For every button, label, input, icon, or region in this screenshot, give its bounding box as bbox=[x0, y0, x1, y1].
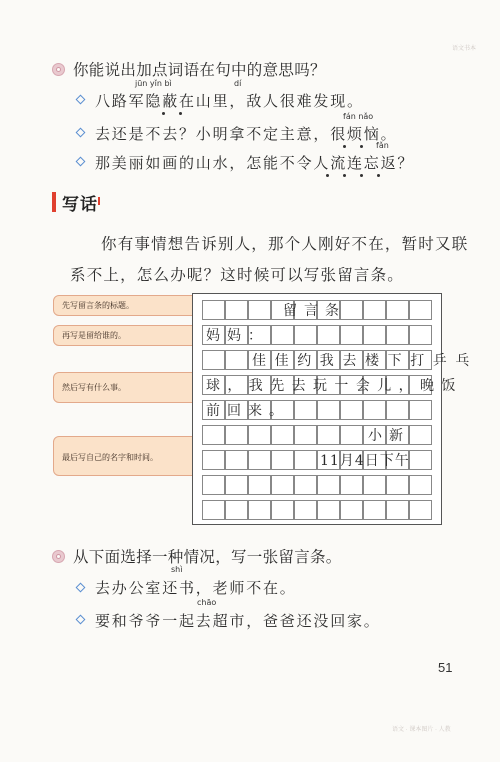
emphasis-dot bbox=[179, 112, 182, 115]
grid-cell bbox=[202, 300, 225, 320]
grid-cell bbox=[317, 475, 340, 495]
question2-item-2: 要和爷爷一起去超市，爸爸还没回家。 bbox=[95, 612, 381, 630]
memo-body-line-1: 佳佳约我去楼下打乒乓 bbox=[252, 353, 478, 369]
diamond-bullet-icon bbox=[76, 128, 86, 138]
grid-cell bbox=[202, 500, 225, 520]
emphasis-dot bbox=[162, 112, 165, 115]
grid-cell bbox=[248, 450, 271, 470]
section-title-rule bbox=[98, 197, 106, 205]
grid-cell bbox=[271, 475, 294, 495]
diamond-bullet-icon bbox=[76, 157, 86, 167]
intro-line-1: 你有事情想告诉别人，那个人刚好不在，暂时又联 bbox=[101, 235, 469, 253]
grid-cell bbox=[386, 300, 409, 320]
grid-cell bbox=[271, 325, 294, 345]
grid-cell bbox=[409, 400, 432, 420]
question1-item-1: 八路军隐蔽在山里，敌人很难发现。 bbox=[95, 92, 364, 110]
question1-item-2: 去还是不去？小明拿不定主意，很烦恼。 bbox=[95, 125, 398, 143]
question1-item-3: 那美丽如画的山水，怎能不令人流连忘返？ bbox=[95, 154, 415, 172]
grid-cell bbox=[271, 500, 294, 520]
emphasis-dot bbox=[326, 174, 329, 177]
grid-cell bbox=[225, 425, 248, 445]
grid-cell bbox=[248, 500, 271, 520]
grid-cell bbox=[271, 450, 294, 470]
note-signature: 最后写自己的名字和时间。 bbox=[53, 436, 199, 476]
emphasis-dot bbox=[360, 174, 363, 177]
grid-cell bbox=[409, 425, 432, 445]
grid-cell bbox=[409, 500, 432, 520]
emphasis-dot bbox=[343, 145, 346, 148]
memo-body-line-3: 前回来。 bbox=[206, 403, 290, 419]
grid-cell bbox=[317, 325, 340, 345]
grid-cell bbox=[386, 325, 409, 345]
note-title: 先写留言条的标题。 bbox=[53, 295, 199, 316]
pinyin: chāo bbox=[197, 598, 217, 607]
grid-cell bbox=[225, 475, 248, 495]
note-content: 然后写有什么事。 bbox=[53, 372, 199, 403]
emphasis-dot bbox=[360, 145, 363, 148]
grid-cell bbox=[340, 475, 363, 495]
grid-cell bbox=[225, 450, 248, 470]
grid-cell bbox=[248, 475, 271, 495]
grid-cell bbox=[294, 325, 317, 345]
grid-cell bbox=[294, 475, 317, 495]
memo-date: 11月4日下午 bbox=[320, 453, 410, 469]
note-recipient: 再写是留给谁的。 bbox=[53, 325, 199, 346]
grid-cell bbox=[363, 475, 386, 495]
memo-signature: 小新 bbox=[368, 428, 410, 444]
grid-cell bbox=[202, 350, 225, 370]
intro-line-2: 系不上，怎么办呢？这时候可以写张留言条。 bbox=[70, 266, 405, 284]
question-bullet-icon bbox=[52, 550, 65, 563]
emphasis-dot bbox=[377, 174, 380, 177]
grid-cell bbox=[225, 300, 248, 320]
watermark-top: 语文书本 bbox=[452, 46, 477, 52]
grid-cell bbox=[340, 425, 363, 445]
diamond-bullet-icon bbox=[76, 95, 86, 105]
grid-cell bbox=[340, 500, 363, 520]
grid-cell bbox=[317, 400, 340, 420]
pinyin: dí bbox=[234, 79, 242, 88]
diamond-bullet-icon bbox=[76, 615, 86, 625]
pinyin: fǎn bbox=[376, 141, 389, 150]
memo-title: 留言条 bbox=[283, 303, 346, 319]
section-marker bbox=[52, 192, 56, 212]
grid-cell bbox=[248, 300, 271, 320]
grid-cell bbox=[317, 500, 340, 520]
grid-cell bbox=[294, 500, 317, 520]
grid-row bbox=[202, 500, 432, 520]
grid-cell bbox=[340, 400, 363, 420]
grid-cell bbox=[225, 500, 248, 520]
grid-cell bbox=[386, 400, 409, 420]
grid-cell bbox=[202, 425, 225, 445]
grid-cell bbox=[409, 325, 432, 345]
grid-cell bbox=[363, 500, 386, 520]
grid-cell bbox=[271, 425, 294, 445]
grid-row bbox=[202, 475, 432, 495]
grid-cell bbox=[340, 325, 363, 345]
section-title: 写话 bbox=[62, 195, 98, 215]
grid-cell bbox=[363, 300, 386, 320]
grid-cell bbox=[225, 350, 248, 370]
watermark-bottom: 语文 · 课本图片 · 人教 bbox=[392, 727, 451, 733]
grid-cell bbox=[386, 475, 409, 495]
question1-prompt: 你能说出加点词语在句中的意思吗？ bbox=[73, 61, 326, 79]
grid-cell bbox=[363, 325, 386, 345]
grid-cell bbox=[202, 450, 225, 470]
memo-body-line-2: 球，我先去玩一会儿，晚饭 bbox=[206, 378, 463, 394]
grid-cell bbox=[409, 450, 432, 470]
grid-cell bbox=[409, 475, 432, 495]
grid-cell bbox=[294, 450, 317, 470]
question2-item-1: 去办公室还书，老师不在。 bbox=[95, 579, 297, 597]
grid-cell bbox=[202, 475, 225, 495]
grid-cell bbox=[294, 425, 317, 445]
page-number: 51 bbox=[438, 660, 453, 675]
emphasis-dot bbox=[343, 174, 346, 177]
question-bullet-icon bbox=[52, 63, 65, 76]
grid-cell bbox=[363, 400, 386, 420]
grid-cell bbox=[409, 300, 432, 320]
diamond-bullet-icon bbox=[76, 583, 86, 593]
pinyin: shì bbox=[171, 565, 183, 574]
question2-prompt: 从下面选择一种情况，写一张留言条。 bbox=[73, 548, 342, 566]
memo-recipient: 妈妈： bbox=[206, 328, 269, 344]
grid-cell bbox=[386, 500, 409, 520]
grid-cell bbox=[317, 425, 340, 445]
pinyin: jūn yǐn bì bbox=[135, 79, 172, 88]
grid-cell bbox=[294, 400, 317, 420]
pinyin: fán nǎo bbox=[343, 112, 374, 121]
grid-cell bbox=[248, 425, 271, 445]
